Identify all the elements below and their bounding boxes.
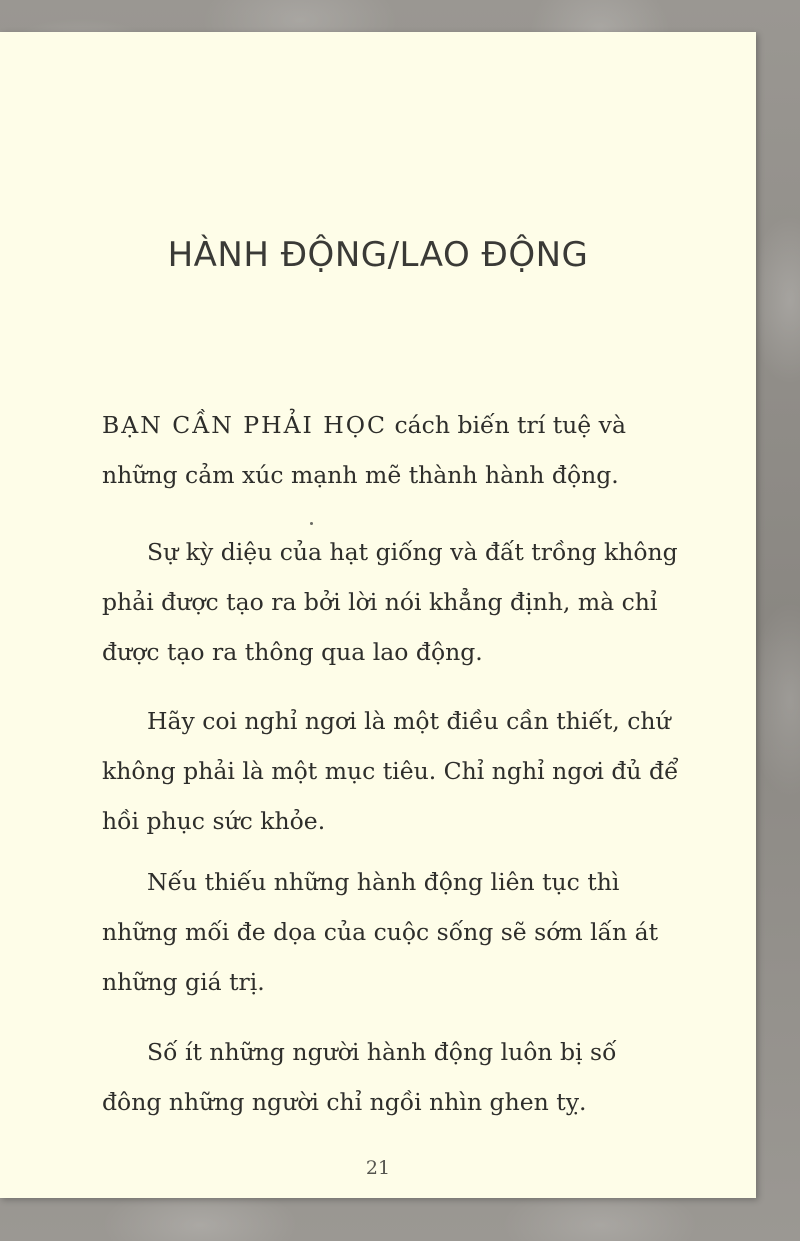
paragraph-2-line-1: Sự kỳ diệu của hạt giống và đất trồng không (147, 538, 678, 566)
paragraph-2 (102, 527, 686, 677)
paragraph-2-line-2: phải được tạo ra bởi lời nói khẳng định, mà chỉ (102, 588, 658, 616)
paragraph-3-line-3: hồi phục sức khỏe. (102, 807, 326, 835)
paragraph-3-line-1: Hãy coi nghỉ ngơi là một điều cần thiết, chứ (147, 707, 671, 735)
paragraph-1-line-1 (102, 400, 686, 450)
paragraph-2-line-3: được tạo ra thông qua lao động. (102, 638, 483, 666)
paragraph-5 (102, 1027, 686, 1127)
paragraph-5-line-2: đông những người chỉ ngồi nhìn ghen tỵ. (102, 1088, 587, 1116)
paragraph-3 (102, 696, 686, 846)
page-number: 21 (365, 1157, 391, 1179)
paragraph-5-line-1: Số ít những người hành động luôn bị số (147, 1038, 617, 1066)
paragraph-4-line-1: Nếu thiếu những hành động liên tục thì (147, 868, 620, 896)
paragraph-3-line-2: không phải là một mục tiêu. Chỉ nghỉ ngơi đủ để (102, 757, 679, 785)
paragraph-1-lead: BẠN CẦN PHẢI HỌC (102, 411, 388, 439)
paragraph-1 (102, 400, 686, 500)
paragraph-1-line-1-text: cách biến trí tuệ và (387, 411, 626, 439)
paragraph-1-line-2: những cảm xúc mạnh mẽ thành hành động. (102, 461, 619, 489)
paragraph-4-line-3: những giá trị. (102, 968, 265, 996)
chapter-title: HÀNH ĐỘNG/LAO ĐỘNG (167, 235, 589, 275)
paragraph-4-line-2: những mối đe dọa của cuộc sống sẽ sớm lấn át (102, 918, 659, 946)
print-speck (310, 522, 313, 525)
book-page (0, 32, 756, 1198)
paragraph-4 (102, 857, 686, 1007)
